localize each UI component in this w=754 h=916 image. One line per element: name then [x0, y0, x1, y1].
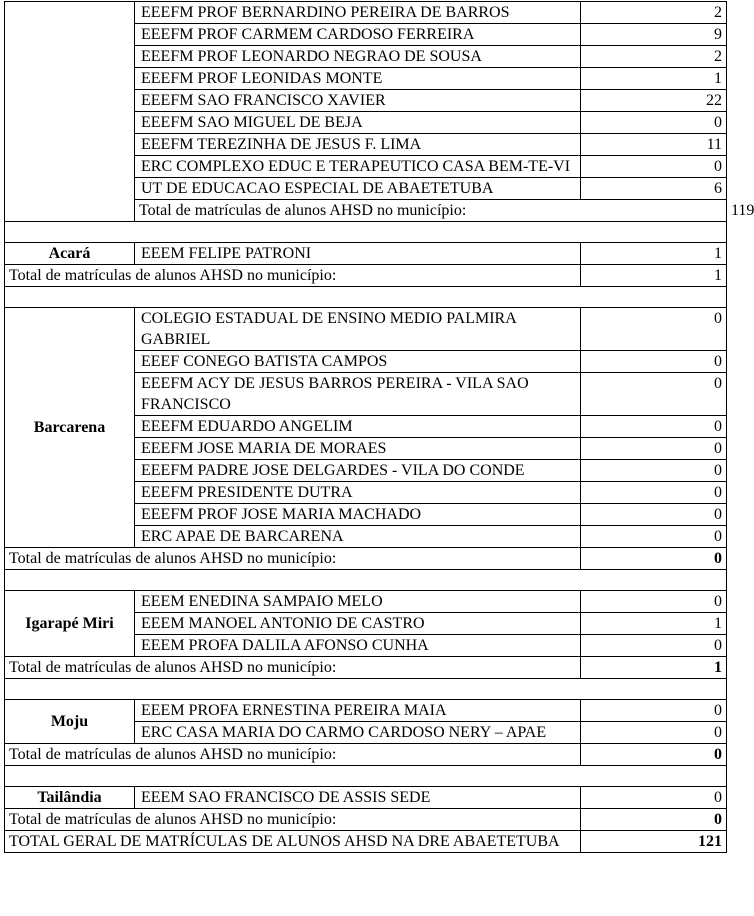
school-name: EEEFM EDUARDO ANGELIM: [135, 416, 581, 438]
enrollment-table: [4, 1, 754, 853]
municipality-total-row: [5, 809, 727, 831]
school-name: EEEM FELIPE PATRONI: [135, 243, 581, 265]
municipality-total-label: Total de matrículas de alunos AHSD no município:: [5, 548, 581, 570]
municipality-total-value: 0: [581, 548, 727, 570]
school-name: EEEFM JOSE MARIA DE MORAES: [135, 438, 581, 460]
spacer-row: [5, 570, 727, 591]
grand-total-label: TOTAL GERAL DE MATRÍCULAS DE ALUNOS AHSD NA DRE ABAETETUBA: [5, 831, 581, 853]
enrollment-count: 0: [581, 722, 727, 744]
enrollment-count: 0: [581, 787, 727, 809]
municipality-name: Igarapé Miri: [5, 591, 135, 657]
school-name: EEEFM SAO FRANCISCO XAVIER: [135, 90, 581, 112]
school-name: EEEFM PROF LEONIDAS MONTE: [135, 68, 581, 90]
table-row: [5, 2, 727, 24]
enrollment-count: 0: [581, 156, 727, 178]
school-name: EEEFM PRESIDENTE DUTRA: [135, 482, 581, 504]
municipality-total-label: Total de matrículas de alunos AHSD no município:: [135, 200, 727, 222]
table-row: [5, 591, 727, 613]
municipality-cell: [5, 2, 135, 222]
municipality-total-value: 1: [581, 657, 727, 679]
municipality-total-value: 1: [581, 265, 727, 287]
enrollment-count: 0: [581, 416, 727, 438]
municipality-total-label: Total de matrículas de alunos AHSD no município:: [5, 265, 581, 287]
enrollment-count: 0: [581, 591, 727, 613]
grand-total-row: [5, 831, 727, 853]
enrollment-count: 0: [581, 526, 727, 548]
school-name: EEEFM TEREZINHA DE JESUS F. LIMA: [135, 134, 581, 156]
enrollment-count: 0: [581, 308, 727, 351]
school-name: EEEFM PROF BERNARDINO PEREIRA DE BARROS: [135, 2, 581, 24]
enrollment-count: 1: [581, 243, 727, 265]
municipality-total-row: [5, 548, 727, 570]
grand-total-value: 121: [581, 831, 727, 853]
school-name: UT DE EDUCACAO ESPECIAL DE ABAETETUBA: [135, 178, 581, 200]
school-name: ERC APAE DE BARCARENA: [135, 526, 581, 548]
enrollment-count: 0: [581, 351, 727, 373]
spacer-row: [5, 222, 727, 243]
enrollment-count: 0: [581, 460, 727, 482]
municipality-total-value: 0: [581, 744, 727, 766]
school-name: EEEM PROFA ERNESTINA PEREIRA MAIA: [135, 700, 581, 722]
enrollment-count: 6: [581, 178, 727, 200]
school-name: EEEM PROFA DALILA AFONSO CUNHA: [135, 635, 581, 657]
municipality-total-row: [5, 657, 727, 679]
enrollment-count: 22: [581, 90, 727, 112]
table-row: [5, 787, 727, 809]
school-name: COLEGIO ESTADUAL DE ENSINO MEDIO PALMIRA GABRIEL: [135, 308, 581, 351]
municipality-total-row: [5, 265, 727, 287]
municipality-total-label: Total de matrículas de alunos AHSD no município:: [5, 657, 581, 679]
enrollment-count: 0: [581, 112, 727, 134]
enrollment-count: 11: [581, 134, 727, 156]
enrollment-count: 2: [581, 2, 727, 24]
table-row: [5, 308, 727, 351]
enrollment-count: 0: [581, 700, 727, 722]
school-name: EEEFM PROF CARMEM CARDOSO FERREIRA: [135, 24, 581, 46]
enrollment-count: 9: [581, 24, 727, 46]
municipality-name: Acará: [5, 243, 135, 265]
school-name: EEEM ENEDINA SAMPAIO MELO: [135, 591, 581, 613]
enrollment-count: 1: [581, 68, 727, 90]
municipality-total-value: 0: [581, 809, 727, 831]
enrollment-count: 0: [581, 482, 727, 504]
school-name: EEEM SAO FRANCISCO DE ASSIS SEDE: [135, 787, 581, 809]
enrollment-count: 0: [581, 504, 727, 526]
municipality-name: Barcarena: [5, 308, 135, 548]
school-name: EEEFM SAO MIGUEL DE BEJA: [135, 112, 581, 134]
table-row: [5, 700, 727, 722]
enrollment-count: 0: [581, 635, 727, 657]
school-name: EEEFM PADRE JOSE DELGARDES - VILA DO CONDE: [135, 460, 581, 482]
municipality-name: Tailândia: [5, 787, 135, 809]
enrollment-count: 0: [581, 438, 727, 460]
enrollment-count: 1: [581, 613, 727, 635]
school-name: ERC CASA MARIA DO CARMO CARDOSO NERY – APAE: [135, 722, 581, 744]
spacer-row: [5, 766, 727, 787]
municipality-name: Moju: [5, 700, 135, 744]
school-name: EEEFM ACY DE JESUS BARROS PEREIRA - VILA SAO FRANCISCO: [135, 373, 581, 416]
spacer-row: [5, 679, 727, 700]
enrollment-count: 2: [581, 46, 727, 68]
municipality-total-row: [5, 744, 727, 766]
enrollment-table-page: [4, 1, 754, 853]
school-name: EEEFM PROF LEONARDO NEGRAO DE SOUSA: [135, 46, 581, 68]
school-name: EEEM MANOEL ANTONIO DE CASTRO: [135, 613, 581, 635]
enrollment-count: 0: [581, 373, 727, 416]
municipality-total-row: Total de matrículas de alunos AHSD no município: 119: [5, 200, 727, 222]
spacer-row: [5, 287, 727, 308]
municipality-total-label: Total de matrículas de alunos AHSD no município:: [5, 744, 581, 766]
school-name: EEEFM PROF JOSE MARIA MACHADO: [135, 504, 581, 526]
municipality-total-label: Total de matrículas de alunos AHSD no município:: [5, 809, 581, 831]
school-name: EEEF CONEGO BATISTA CAMPOS: [135, 351, 581, 373]
table-row: [5, 243, 727, 265]
school-name: ERC COMPLEXO EDUC E TERAPEUTICO CASA BEM-TE-VI: [135, 156, 581, 178]
